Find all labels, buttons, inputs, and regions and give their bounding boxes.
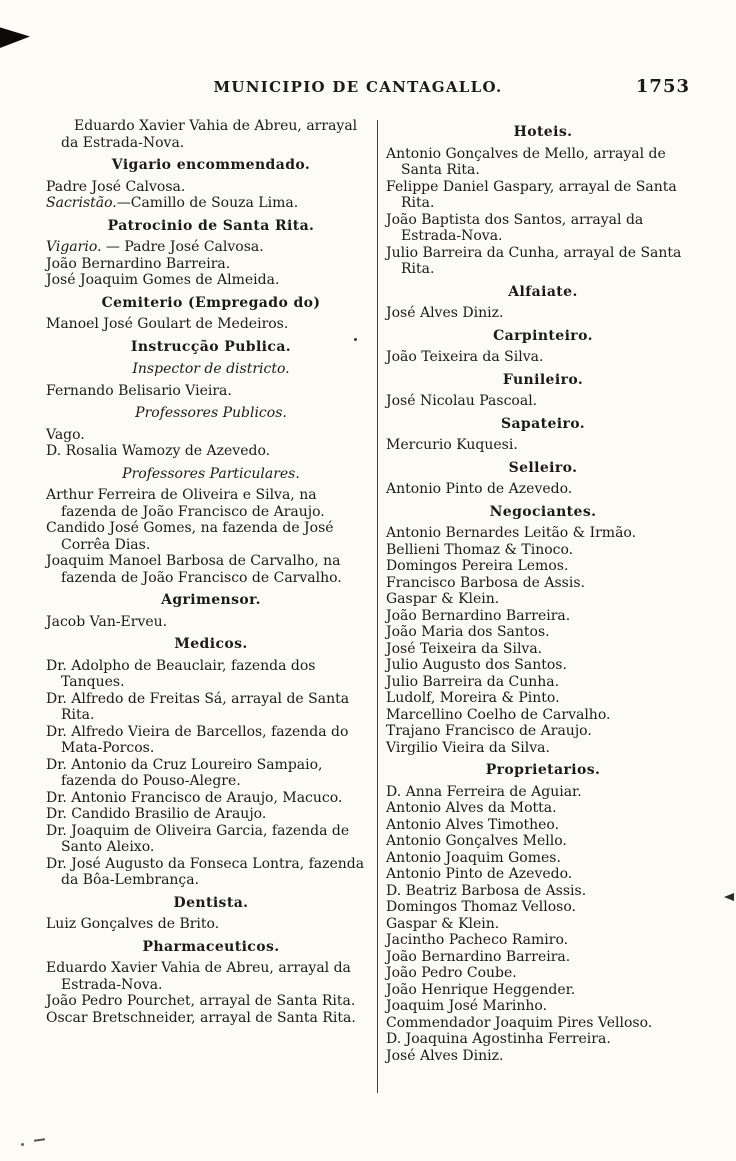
directory-content <box>46 118 700 1064</box>
section-heading: Alfaiate. <box>508 283 578 300</box>
directory-entry: Julio Barreira da Cunha, arrayal de Santa Rita. <box>386 244 682 277</box>
directory-entry <box>46 239 376 256</box>
directory-entry: João Pedro Pourchet, arrayal de Santa Rita. <box>46 993 356 1009</box>
entry-text: — Padre José Calvosa. <box>101 239 264 255</box>
section-heading: Medicos. <box>174 636 248 652</box>
directory-entry: João Henrique Heggender. <box>386 981 576 998</box>
directory-entry: Jacintho Pacheco Ramiro. <box>386 932 569 948</box>
directory-entry: Antonio Alves Timotheo. <box>386 816 560 833</box>
directory-entry: Francisco Barbosa de Assis. <box>386 574 585 591</box>
section-heading: Selleiro. <box>508 459 578 476</box>
directory-entry: Marcellino Coelho de Carvalho. <box>386 706 611 723</box>
section-heading: Instrucção Publica. <box>130 338 292 355</box>
directory-entry: Domingos Thomaz Velloso. <box>386 899 576 915</box>
entry-italic-lead: Sacristão. <box>46 195 117 211</box>
directory-entry: João Teixeira da Silva. <box>386 349 544 365</box>
section-heading: Pharmaceuticos. <box>142 938 280 955</box>
section-heading: Proprietarios. <box>485 762 601 778</box>
scan-artifact-dot <box>354 338 357 341</box>
directory-entry: João Bernardino Barreira. <box>386 948 571 965</box>
directory-entry: José Teixeira da Silva. <box>386 640 543 657</box>
page-header-title: MUNICIPIO DE CANTAGALLO. <box>213 78 503 96</box>
section-heading: Dentista. <box>173 894 249 911</box>
directory-entry: Domingos Pereira Lemos. <box>386 558 569 574</box>
directory-entry: Oscar Bretschneider, arrayal de Santa Rita. <box>46 1009 356 1026</box>
directory-entry: Eduardo Xavier Vahia de Abreu, arrayal da Estrada-Nova. <box>46 960 351 993</box>
directory-entry: Ludolf, Moreira & Pinto. <box>386 690 560 706</box>
section-heading: Carpinteiro. <box>493 327 593 344</box>
directory-entry: José Alves Diniz. <box>386 305 504 321</box>
directory-entry: Dr. José Augusto da Fonseca Lontra, fazenda da Bôa-Lembrança. <box>46 855 365 888</box>
directory-entry: Vago. <box>46 426 85 443</box>
directory-entry: Mercurio Kuquesi. <box>386 437 518 453</box>
directory-entry: Joaquim Manoel Barbosa de Carvalho, na fazenda de João Francisco de Carvalho. <box>46 553 342 586</box>
directory-entry: Joaquim José Marinho. <box>386 998 548 1014</box>
section-heading: Cemiterio (Empregado do) <box>101 294 321 311</box>
directory-entry: João Bernardino Barreira. <box>46 255 231 272</box>
directory-entry: Gaspar & Klein. <box>386 591 500 607</box>
directory-entry: Fernando Belisario Vieira. <box>46 382 232 399</box>
directory-entry: Dr. Antonio da Cruz Loureiro Sampaio, fazenda do Pouso-Alegre. <box>46 756 323 789</box>
directory-entry: Gaspar & Klein. <box>386 915 500 932</box>
scan-artifact-speck <box>21 1143 24 1146</box>
directory-entry: João Baptista dos Santos, arrayal da Estrada-Nova. <box>386 211 644 244</box>
directory-entry: Dr. Candido Brasilio de Araujo. <box>46 806 267 822</box>
directory-entry: Dr. Antonio Francisco de Araujo, Macuco. <box>46 789 343 806</box>
directory-entry: Eduardo Xavier Vahia de Abreu, arrayal da Estrada-Nova. <box>61 118 358 151</box>
directory-entry: D. Anna Ferreira de Aguiar. <box>386 783 582 800</box>
section-heading: Hoteis. <box>513 124 573 140</box>
scan-artifact-ink-blot <box>0 26 30 48</box>
directory-entry: Dr. Alfredo de Freitas Sá, arrayal de Santa Rita. <box>46 690 350 723</box>
directory-entry: Antonio Gonçalves de Mello, arrayal de Santa Rita. <box>386 145 666 178</box>
directory-entry: D. Joaquina Agostinha Ferreira. <box>386 1031 611 1047</box>
directory-entry: João Pedro Coube. <box>386 965 517 981</box>
directory-entry: Dr. Joaquim de Oliveira Garcia, fazenda de Santo Aleixo. <box>46 822 350 855</box>
directory-entry: Trajano Francisco de Araujo. <box>386 723 592 739</box>
entry-italic-lead: Vigario. <box>46 239 102 255</box>
directory-entry: D. Beatriz Barbosa de Assis. <box>386 882 587 899</box>
directory-entry: José Joaquim Gomes de Almeida. <box>46 272 280 288</box>
section-heading: Negociantes. <box>489 503 597 520</box>
directory-entry: Antonio Alves da Motta. <box>386 800 557 816</box>
directory-entry: Jacob Van-Erveu. <box>46 613 168 630</box>
directory-entry: Manoel José Goulart de Medeiros. <box>46 316 289 332</box>
directory-entry: Arthur Ferreira de Oliveira e Silva, na fazenda de João Francisco de Araujo. <box>46 487 325 520</box>
directory-entry: Julio Augusto dos Santos. <box>386 657 567 673</box>
entry-text: —Camillo de Souza Lima. <box>116 195 299 211</box>
section-heading: Vigario encommendado. <box>111 157 311 173</box>
directory-entry: José Alves Diniz. <box>386 1047 504 1064</box>
section-heading: Agrimensor. <box>161 592 261 608</box>
directory-entry: Bellieni Thomaz & Tinoco. <box>386 541 574 558</box>
right-column <box>378 118 700 1064</box>
directory-entry <box>46 195 376 212</box>
section-subheading: Professores Publicos. <box>135 405 287 421</box>
section-subheading: Professores Particulares. <box>122 465 300 482</box>
directory-entry: Commendador Joaquim Pires Velloso. <box>386 1014 653 1031</box>
section-heading: Sapateiro. <box>500 415 586 432</box>
section-heading: Funileiro. <box>502 371 584 388</box>
directory-entry: Antonio Joaquim Gomes. <box>386 849 561 866</box>
left-column <box>46 118 378 1026</box>
directory-entry: João Bernardino Barreira. <box>386 607 571 624</box>
directory-entry: D. Rosalia Wamozy de Azevedo. <box>46 443 271 459</box>
directory-entry: Julio Barreira da Cunha. <box>386 673 560 690</box>
directory-entry: Felippe Daniel Gaspary, arrayal de Santa Rita. <box>386 178 677 211</box>
directory-entry: Virgilio Vieira da Silva. <box>386 739 550 756</box>
directory-entry: Luiz Gonçalves de Brito. <box>46 916 220 932</box>
page-number: 1753 <box>635 76 690 97</box>
directory-entry: Antonio Pinto de Azevedo. <box>386 866 573 882</box>
scan-artifact-margin-tick <box>724 893 734 901</box>
scan-artifact-dash <box>34 1138 45 1142</box>
directory-entry: José Nicolau Pascoal. <box>386 393 538 409</box>
directory-entry: Antonio Gonçalves Mello. <box>386 833 567 849</box>
directory-entry: Antonio Pinto de Azevedo. <box>386 481 573 497</box>
section-subheading: Inspector de districto. <box>132 361 290 377</box>
directory-entry: Padre José Calvosa. <box>46 178 186 195</box>
directory-entry: Antonio Bernardes Leitão & Irmão. <box>386 525 637 541</box>
directory-entry: João Maria dos Santos. <box>386 624 550 640</box>
directory-entry: Dr. Alfredo Vieira de Barcellos, fazenda do Mata-Porcos. <box>46 723 349 756</box>
section-heading: Patrocinio de Santa Rita. <box>107 217 315 234</box>
directory-entry: Dr. Adolpho de Beauclair, fazenda dos Tanques. <box>46 657 316 690</box>
directory-entry: Candido José Gomes, na fazenda de José Corrêa Dias. <box>46 520 334 553</box>
